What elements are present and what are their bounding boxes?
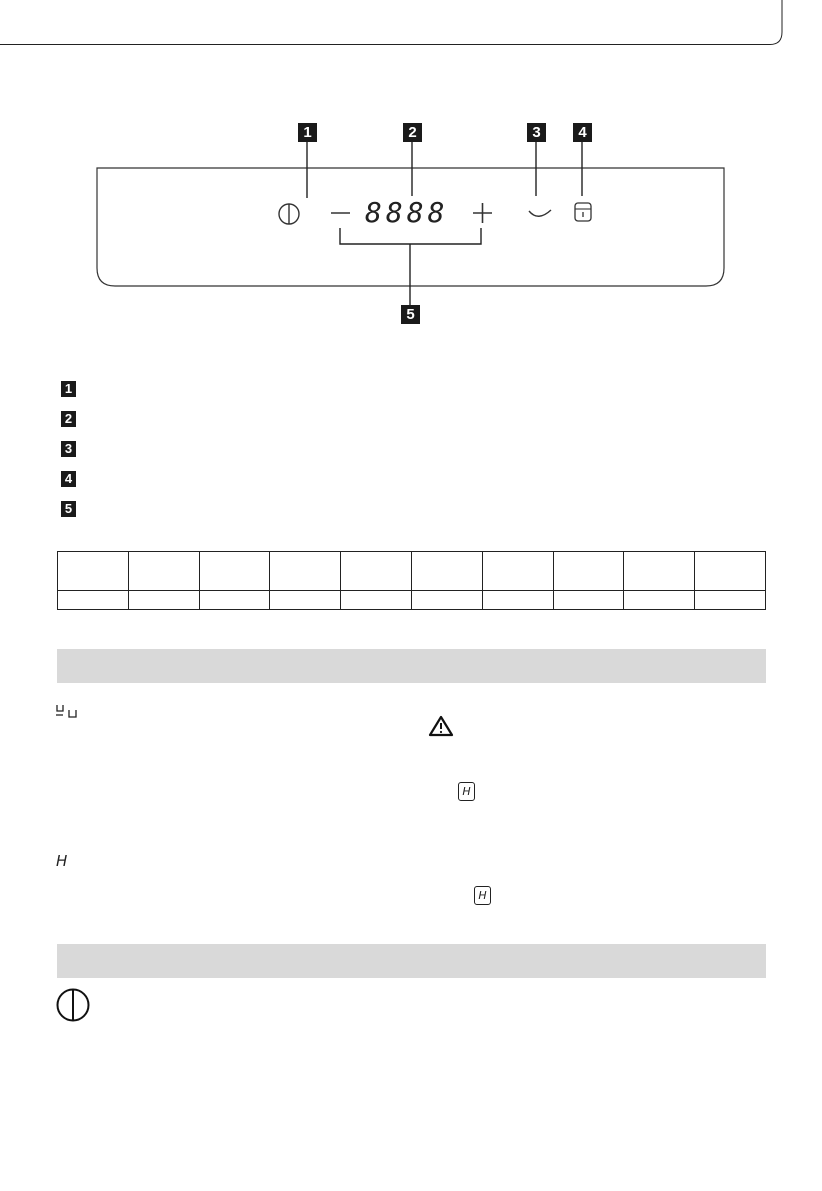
table-cell [411,552,482,591]
table-row [58,591,766,610]
callout-2: 2 [403,123,422,142]
table-cell [199,552,270,591]
keep-warm-icon [529,210,551,216]
table-cell [411,591,482,610]
callout-1: 1 [298,123,317,142]
legend-number-1: 1 [61,381,76,397]
h-key-icon-2: H [474,886,491,905]
control-panel-diagram [0,0,822,340]
residual-heat-h-icon: H [56,852,68,870]
settings-table [57,551,766,610]
table-cell [270,552,341,591]
lock-icon [575,203,591,221]
plus-icon [473,203,492,223]
table-cell [695,552,766,591]
display-digits: 8888 [365,196,449,229]
section-heading-bar-2 [57,944,766,978]
warning-icon [428,715,454,737]
legend-number-4: 4 [61,471,76,487]
power-icon [279,204,299,224]
table-cell [128,552,199,591]
power-symbol-icon [55,987,91,1023]
callout-3: 3 [527,123,546,142]
legend-number-2: 2 [61,411,76,427]
table-cell [58,552,129,591]
table-cell [624,591,695,610]
table-cell [482,591,553,610]
table-cell [128,591,199,610]
table-cell [624,552,695,591]
callout-4: 4 [573,123,592,142]
section-heading-bar-1 [57,649,766,683]
table-cell [553,552,624,591]
table-cell [341,552,412,591]
legend-number-3: 3 [61,441,76,457]
table-cell [270,591,341,610]
callout-5: 5 [401,305,420,324]
table-cell [58,591,129,610]
bracket-5 [340,228,481,244]
table-cell [482,552,553,591]
table-cell [553,591,624,610]
table-cell [199,591,270,610]
residual-heat-uu-icon [54,703,80,723]
table-cell [695,591,766,610]
legend-number-5: 5 [61,501,76,517]
h-key-icon-1: H [458,782,475,801]
table-cell [341,591,412,610]
table-row [58,552,766,591]
